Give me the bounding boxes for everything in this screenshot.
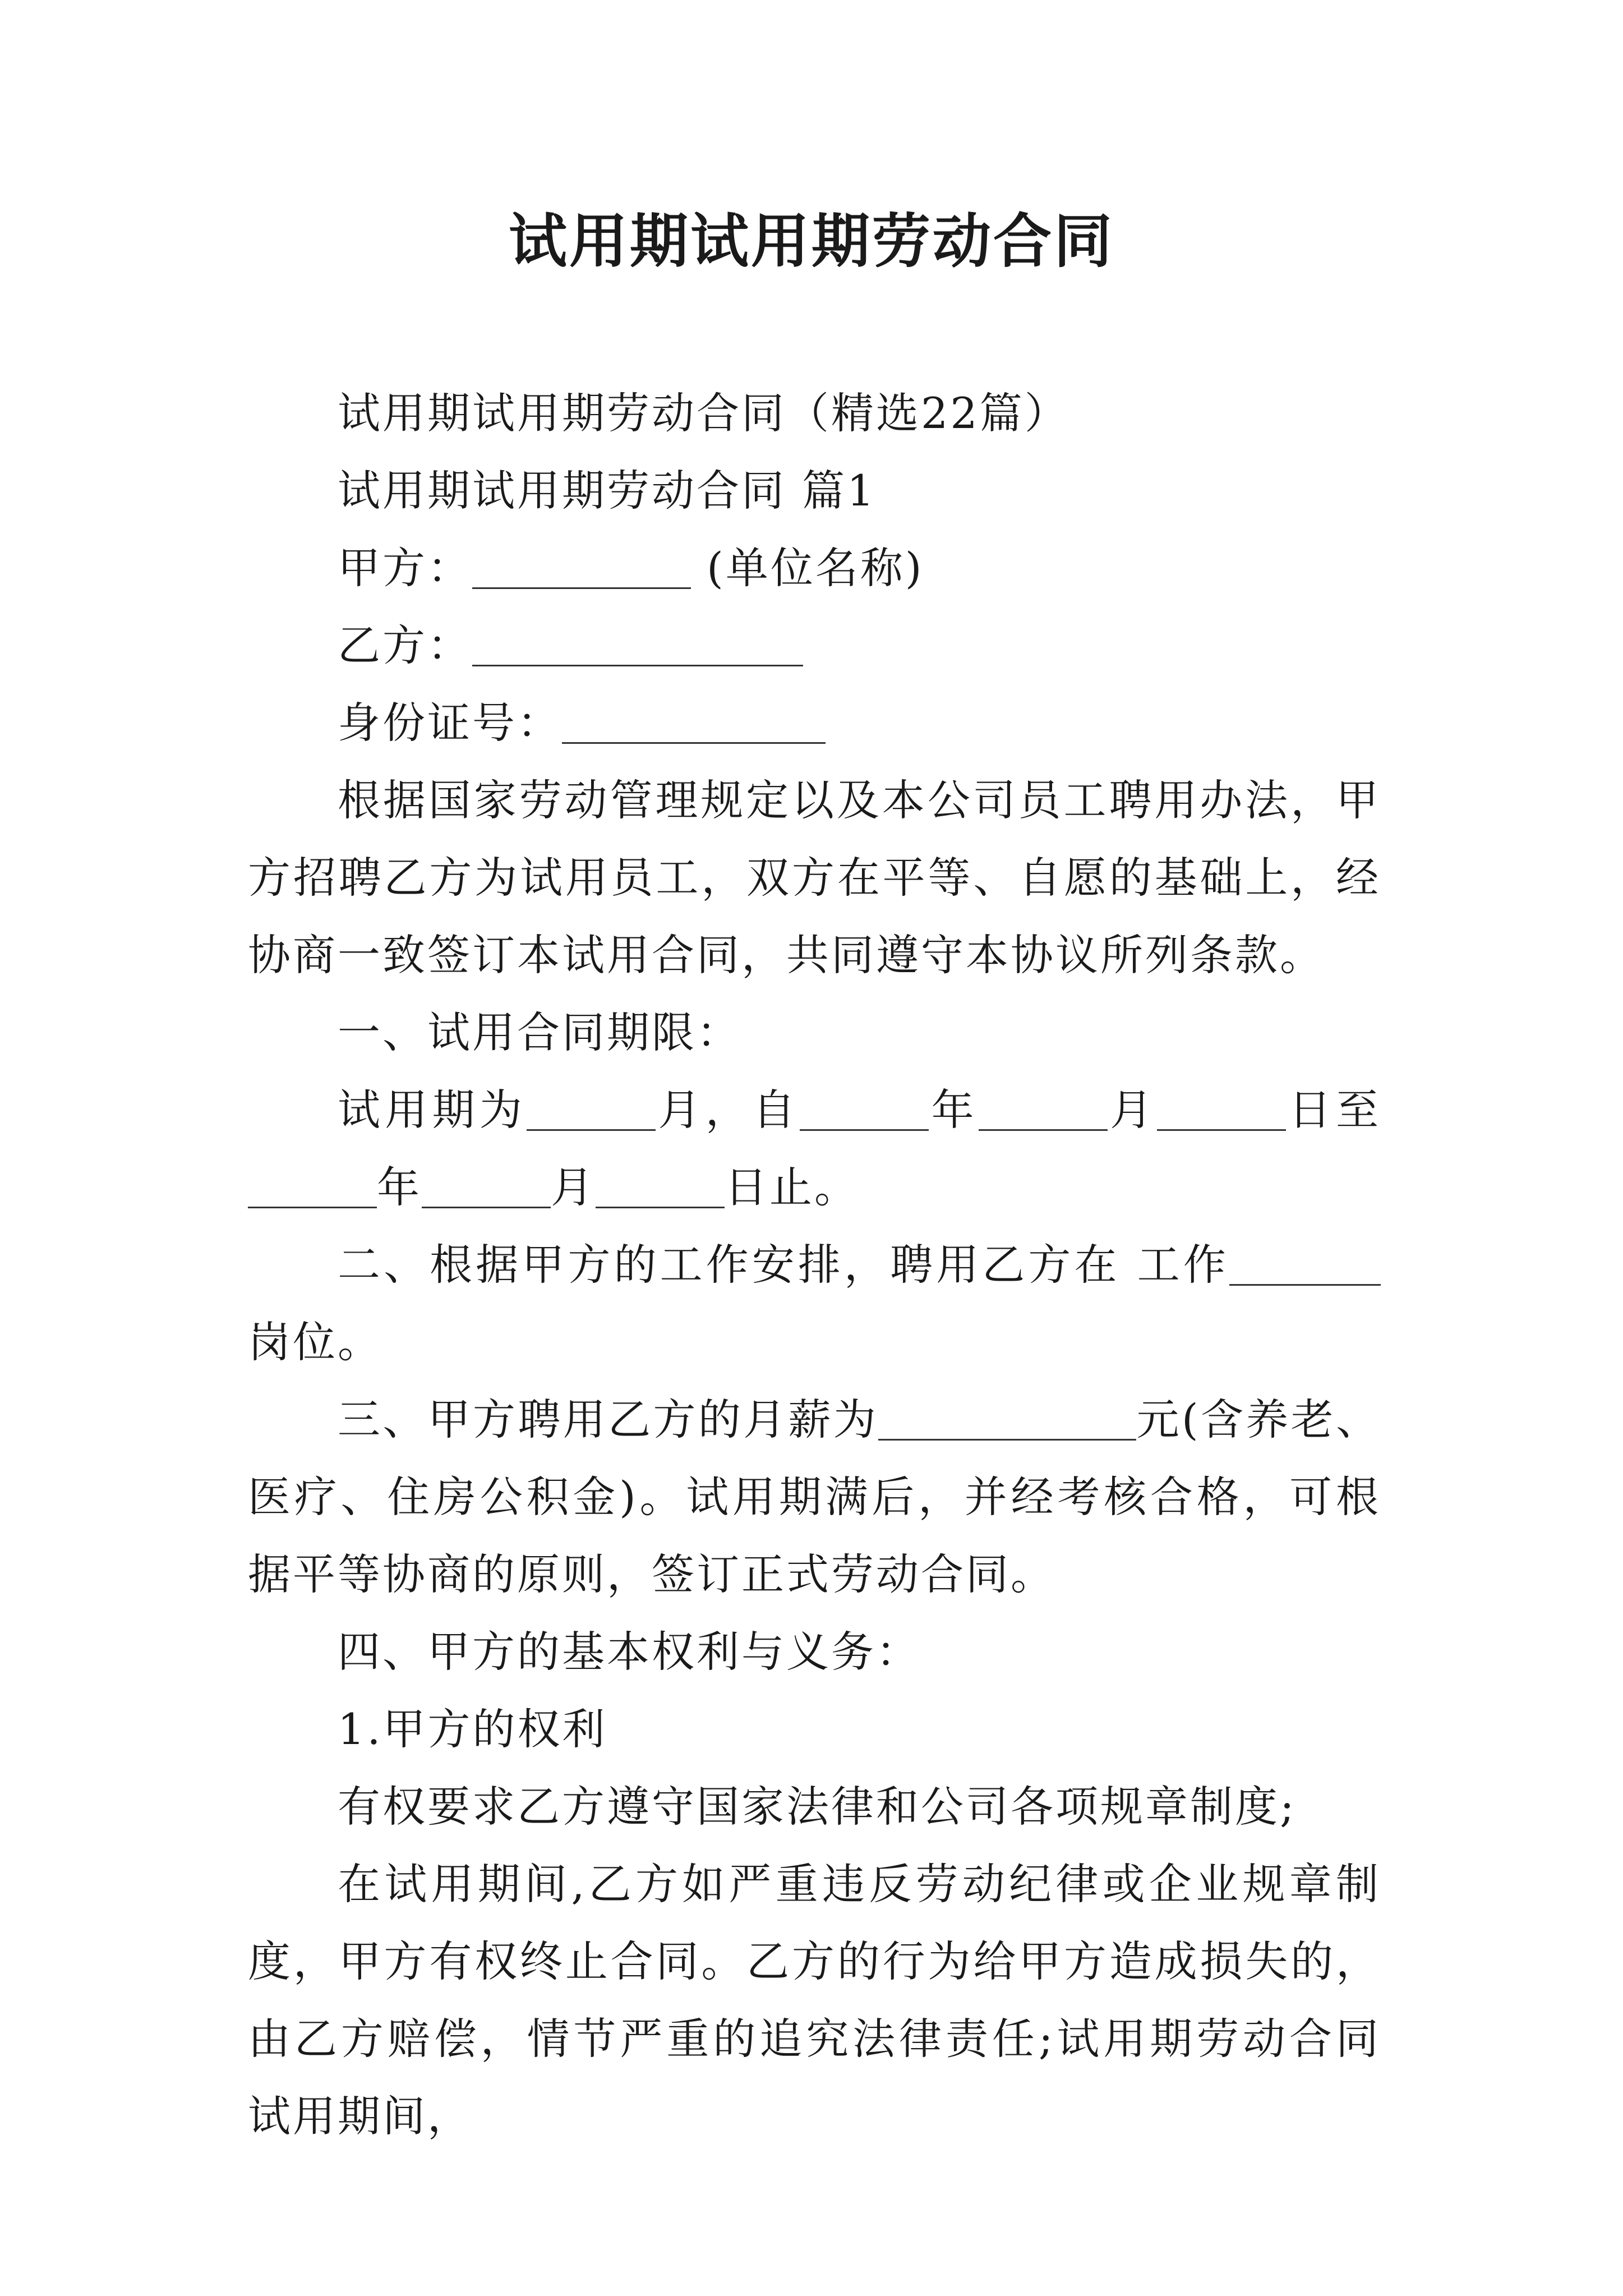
party-b-label: 乙方：: [338, 620, 472, 670]
end-day-blank: [596, 1164, 725, 1208]
document-body: [248, 375, 1381, 2155]
clause1-text-2: 月，自: [656, 1085, 800, 1135]
intro-paragraph: 根据国家劳动管理规定以及本公司员工聘用办法，甲方招聘乙方为试用员工，双方在平等、自愿的基础上，经协商一致签订本试用合同，共同遵守本协议所列条款。: [248, 775, 1381, 980]
section-heading: 试用期试用期劳动合同 篇1: [338, 466, 877, 516]
id-number-line: [248, 684, 1381, 762]
subtitle: 试用期试用期劳动合同（精选22篇）: [338, 388, 1069, 438]
clause1-text-1: 试用期为: [338, 1085, 527, 1135]
clause1-text-8: 日止。: [725, 1162, 859, 1212]
clause4-right1: 有权要求乙方遵守国家法律和公司各项规章制度;: [338, 1782, 1297, 1832]
clause2-text-2: 岗位。: [248, 1317, 382, 1367]
id-number-blank: [562, 700, 826, 744]
clause1-text-3: 年: [929, 1085, 979, 1135]
end-month-blank: [422, 1164, 551, 1208]
party-a-line: [248, 530, 1381, 607]
party-a-blank: [472, 545, 691, 589]
months-blank: [527, 1087, 656, 1131]
clause4-right2: 在试用期间,乙方如严重违反劳动纪律或企业规章制度，甲方有权终止合同。乙方的行为给甲方造成损失的，由乙方赔偿，情节严重的追究法律责任;试用期劳动合同试用期间，: [248, 1859, 1381, 2141]
clause3-paragraph: [248, 1381, 1381, 1613]
id-number-label: 身份证号：: [338, 698, 562, 748]
clause1-heading: 一、试用合同期限：: [338, 1007, 741, 1057]
salary-blank: [878, 1396, 1136, 1441]
clause3-text-2: 元(含养老、医疗、住房公积金)。试用期满后，并经考核合格，可根据平等协商的原则，签订正式劳动合同。: [248, 1395, 1381, 1599]
clause2-paragraph: [248, 1226, 1381, 1381]
clause1-text-5: 日至: [1286, 1085, 1381, 1135]
clause1-text-7: 月: [551, 1162, 596, 1212]
party-b-line: [248, 607, 1381, 684]
position-blank: [1229, 1241, 1381, 1286]
party-a-label: 甲方：: [338, 543, 472, 593]
clause2-text-1: 二、根据甲方的工作安排，聘用乙方在 工作: [338, 1240, 1229, 1290]
clause1-text-6: 年: [377, 1162, 422, 1212]
party-a-suffix: (单位名称): [707, 543, 924, 593]
party-b-blank: [472, 622, 803, 666]
end-year-blank: [248, 1164, 377, 1208]
clause1-paragraph: [248, 1071, 1381, 1226]
clause4-heading: 四、甲方的基本权利与义务：: [338, 1627, 921, 1677]
start-day-blank: [1157, 1087, 1286, 1131]
document-title: 试用期试用期劳动合同: [508, 207, 1114, 275]
clause3-text-1: 三、甲方聘用乙方的月薪为: [338, 1395, 879, 1444]
clause1-text-4: 月: [1107, 1085, 1158, 1135]
start-month-blank: [979, 1087, 1108, 1131]
start-year-blank: [800, 1087, 929, 1131]
clause4-sub1: 1.甲方的权利: [338, 1704, 607, 1754]
